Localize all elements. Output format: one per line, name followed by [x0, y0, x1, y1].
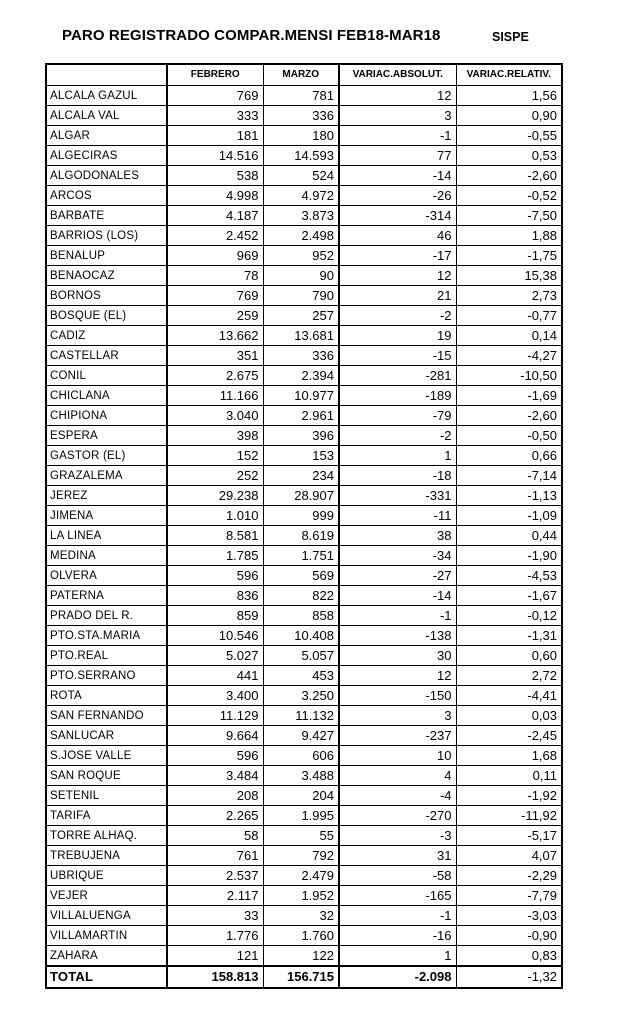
municipality-cell: SANLUCAR — [46, 726, 167, 746]
municipality-cell: SETENIL — [46, 786, 167, 806]
table-row — [46, 326, 562, 346]
municipality-cell: TREBUJENA — [46, 846, 167, 866]
febrero-cell: 252 — [167, 466, 263, 486]
municipality-cell: ALGAR — [46, 126, 167, 146]
febrero-cell: 33 — [167, 906, 263, 926]
variac-absolut-cell: 3 — [339, 706, 456, 726]
febrero-cell: 1.776 — [167, 926, 263, 946]
municipality-cell: SAN ROQUE — [46, 766, 167, 786]
marzo-cell: 1.952 — [263, 886, 339, 906]
municipality-cell: ZAHARA — [46, 946, 167, 967]
variac-relativ-cell: -2,45 — [456, 726, 562, 746]
marzo-cell: 55 — [263, 826, 339, 846]
variac-absolut-cell: -34 — [339, 546, 456, 566]
marzo-cell: 2.479 — [263, 866, 339, 886]
municipality-cell: JIMENA — [46, 506, 167, 526]
marzo-cell: 11.132 — [263, 706, 339, 726]
variac-absolut-cell: -237 — [339, 726, 456, 746]
municipality-cell: BARBATE — [46, 206, 167, 226]
municipality-cell: ALGODONALES — [46, 166, 167, 186]
marzo-cell: 14.593 — [263, 146, 339, 166]
febrero-cell: 259 — [167, 306, 263, 326]
variac-absolut-cell: -16 — [339, 926, 456, 946]
marzo-cell: 153 — [263, 446, 339, 466]
marzo-cell: 952 — [263, 246, 339, 266]
variac-absolut-cell: 38 — [339, 526, 456, 546]
variac-relativ-cell: -4,27 — [456, 346, 562, 366]
table-row — [46, 726, 562, 746]
febrero-cell: 29.238 — [167, 486, 263, 506]
variac-relativ-cell: -1,69 — [456, 386, 562, 406]
table-row — [46, 566, 562, 586]
table-row — [46, 446, 562, 466]
variac-relativ-cell: -2,60 — [456, 166, 562, 186]
marzo-cell: 1.995 — [263, 806, 339, 826]
variac-absolut-cell: -58 — [339, 866, 456, 886]
total-variac-absolut-cell: -2.098 — [339, 966, 456, 988]
table-row — [46, 766, 562, 786]
municipality-cell: BENAOCAZ — [46, 266, 167, 286]
table-row — [46, 226, 562, 246]
variac-absolut-cell: -270 — [339, 806, 456, 826]
variac-relativ-cell: -7,14 — [456, 466, 562, 486]
marzo-cell: 858 — [263, 606, 339, 626]
marzo-cell: 792 — [263, 846, 339, 866]
febrero-cell: 1.785 — [167, 546, 263, 566]
variac-absolut-cell: 30 — [339, 646, 456, 666]
table-row — [46, 246, 562, 266]
marzo-cell: 257 — [263, 306, 339, 326]
variac-relativ-cell: -0,12 — [456, 606, 562, 626]
febrero-cell: 2.117 — [167, 886, 263, 906]
table-row — [46, 586, 562, 606]
variac-absolut-cell: -14 — [339, 586, 456, 606]
table-row — [46, 346, 562, 366]
table-row — [46, 386, 562, 406]
municipality-cell: S.JOSE VALLE — [46, 746, 167, 766]
febrero-cell: 3.484 — [167, 766, 263, 786]
variac-relativ-cell: -1,09 — [456, 506, 562, 526]
marzo-cell: 234 — [263, 466, 339, 486]
febrero-cell: 14.516 — [167, 146, 263, 166]
febrero-cell: 2.452 — [167, 226, 263, 246]
variac-absolut-cell: 46 — [339, 226, 456, 246]
variac-absolut-cell: -15 — [339, 346, 456, 366]
total-municipality-cell: TOTAL — [46, 966, 167, 988]
febrero-cell: 11.129 — [167, 706, 263, 726]
municipality-cell: BORNOS — [46, 286, 167, 306]
variac-absolut-cell: 12 — [339, 86, 456, 106]
febrero-cell: 333 — [167, 106, 263, 126]
municipality-cell: GASTOR (EL) — [46, 446, 167, 466]
municipality-cell: BARRIOS (LOS) — [46, 226, 167, 246]
variac-relativ-cell: -1,13 — [456, 486, 562, 506]
municipality-cell: OLVERA — [46, 566, 167, 586]
column-header-marzo: MARZO — [263, 64, 339, 86]
variac-relativ-cell: -4,41 — [456, 686, 562, 706]
municipality-cell: ALCALA GAZUL — [46, 86, 167, 106]
municipality-cell: ROTA — [46, 686, 167, 706]
variac-relativ-cell: -0,77 — [456, 306, 562, 326]
table-header-row — [46, 64, 562, 86]
municipality-cell: PTO.STA.MARIA — [46, 626, 167, 646]
total-marzo-cell: 156.715 — [263, 966, 339, 988]
variac-relativ-cell: 0,44 — [456, 526, 562, 546]
variac-relativ-cell: 2,73 — [456, 286, 562, 306]
column-header-febrero: FEBRERO — [167, 64, 263, 86]
municipality-cell: SAN FERNANDO — [46, 706, 167, 726]
variac-relativ-cell: 1,88 — [456, 226, 562, 246]
variac-absolut-cell: -138 — [339, 626, 456, 646]
column-header-variac-absolut: VARIAC.ABSOLUT. — [339, 64, 456, 86]
municipality-cell: ALGECIRAS — [46, 146, 167, 166]
variac-relativ-cell: -2,29 — [456, 866, 562, 886]
municipality-cell: MEDINA — [46, 546, 167, 566]
febrero-cell: 152 — [167, 446, 263, 466]
febrero-cell: 769 — [167, 286, 263, 306]
variac-relativ-cell: -1,92 — [456, 786, 562, 806]
table-row — [46, 686, 562, 706]
table-row — [46, 866, 562, 886]
municipality-cell: CHICLANA — [46, 386, 167, 406]
variac-relativ-cell: -5,17 — [456, 826, 562, 846]
variac-absolut-cell: -4 — [339, 786, 456, 806]
febrero-cell: 441 — [167, 666, 263, 686]
febrero-cell: 2.265 — [167, 806, 263, 826]
variac-relativ-cell: -0,55 — [456, 126, 562, 146]
variac-absolut-cell: 10 — [339, 746, 456, 766]
marzo-cell: 13.681 — [263, 326, 339, 346]
marzo-cell: 2.394 — [263, 366, 339, 386]
marzo-cell: 396 — [263, 426, 339, 446]
table-row — [46, 466, 562, 486]
febrero-cell: 836 — [167, 586, 263, 606]
table-row — [46, 946, 562, 967]
febrero-cell: 351 — [167, 346, 263, 366]
variac-relativ-cell: -1,31 — [456, 626, 562, 646]
variac-absolut-cell: 1 — [339, 446, 456, 466]
marzo-cell: 2.961 — [263, 406, 339, 426]
marzo-cell: 336 — [263, 346, 339, 366]
marzo-cell: 606 — [263, 746, 339, 766]
table-row — [46, 366, 562, 386]
table-row — [46, 646, 562, 666]
marzo-cell: 999 — [263, 506, 339, 526]
variac-relativ-cell: -7,50 — [456, 206, 562, 226]
municipality-cell: CHIPIONA — [46, 406, 167, 426]
variac-relativ-cell: -4,53 — [456, 566, 562, 586]
febrero-cell: 769 — [167, 86, 263, 106]
variac-relativ-cell: -1,67 — [456, 586, 562, 606]
total-febrero-cell: 158.813 — [167, 966, 263, 988]
page-title: PARO REGISTRADO COMPAR.MENSI FEB18-MAR18 — [62, 27, 441, 44]
municipality-cell: TARIFA — [46, 806, 167, 826]
municipality-cell: TORRE ALHAQ. — [46, 826, 167, 846]
municipality-cell: CASTELLAR — [46, 346, 167, 366]
variac-relativ-cell: -1,90 — [456, 546, 562, 566]
table-row — [46, 406, 562, 426]
variac-absolut-cell: -79 — [339, 406, 456, 426]
marzo-cell: 180 — [263, 126, 339, 146]
table-row — [46, 126, 562, 146]
variac-relativ-cell: 0,90 — [456, 106, 562, 126]
variac-absolut-cell: -150 — [339, 686, 456, 706]
marzo-cell: 9.427 — [263, 726, 339, 746]
febrero-cell: 9.664 — [167, 726, 263, 746]
marzo-cell: 32 — [263, 906, 339, 926]
marzo-cell: 781 — [263, 86, 339, 106]
municipality-cell: ALCALA VAL — [46, 106, 167, 126]
marzo-cell: 204 — [263, 786, 339, 806]
variac-relativ-cell: 0,14 — [456, 326, 562, 346]
table-row — [46, 86, 562, 106]
variac-absolut-cell: -281 — [339, 366, 456, 386]
variac-absolut-cell: -1 — [339, 606, 456, 626]
table-row — [46, 426, 562, 446]
variac-absolut-cell: -11 — [339, 506, 456, 526]
municipality-cell: LA LINEA — [46, 526, 167, 546]
municipality-cell: BOSQUE (EL) — [46, 306, 167, 326]
table-row — [46, 146, 562, 166]
marzo-cell: 90 — [263, 266, 339, 286]
febrero-cell: 11.166 — [167, 386, 263, 406]
variac-relativ-cell: -11,92 — [456, 806, 562, 826]
febrero-cell: 398 — [167, 426, 263, 446]
marzo-cell: 3.488 — [263, 766, 339, 786]
municipality-cell: VILLALUENGA — [46, 906, 167, 926]
febrero-cell: 8.581 — [167, 526, 263, 546]
variac-absolut-cell: -17 — [339, 246, 456, 266]
variac-absolut-cell: -1 — [339, 906, 456, 926]
total-variac-relativ-cell: -1,32 — [456, 966, 562, 988]
variac-absolut-cell: 31 — [339, 846, 456, 866]
variac-absolut-cell: -314 — [339, 206, 456, 226]
marzo-cell: 336 — [263, 106, 339, 126]
table-row — [46, 206, 562, 226]
marzo-cell: 5.057 — [263, 646, 339, 666]
municipality-cell: PRADO DEL R. — [46, 606, 167, 626]
marzo-cell: 3.250 — [263, 686, 339, 706]
variac-relativ-cell: 0,53 — [456, 146, 562, 166]
total-row — [46, 966, 562, 988]
municipality-cell: GRAZALEMA — [46, 466, 167, 486]
marzo-cell: 1.751 — [263, 546, 339, 566]
marzo-cell: 3.873 — [263, 206, 339, 226]
marzo-cell: 790 — [263, 286, 339, 306]
marzo-cell: 122 — [263, 946, 339, 967]
variac-absolut-cell: 4 — [339, 766, 456, 786]
variac-absolut-cell: 3 — [339, 106, 456, 126]
table-row — [46, 186, 562, 206]
variac-absolut-cell: 12 — [339, 666, 456, 686]
variac-relativ-cell: 4,07 — [456, 846, 562, 866]
table-row — [46, 626, 562, 646]
table-row — [46, 486, 562, 506]
variac-absolut-cell: 19 — [339, 326, 456, 346]
marzo-cell: 10.408 — [263, 626, 339, 646]
variac-absolut-cell: -18 — [339, 466, 456, 486]
table-row — [46, 886, 562, 906]
table-row — [46, 306, 562, 326]
febrero-cell: 4.187 — [167, 206, 263, 226]
table-row — [46, 906, 562, 926]
variac-relativ-cell: -0,90 — [456, 926, 562, 946]
febrero-cell: 2.675 — [167, 366, 263, 386]
variac-relativ-cell: -10,50 — [456, 366, 562, 386]
table-row — [46, 846, 562, 866]
variac-relativ-cell: 1,68 — [456, 746, 562, 766]
variac-relativ-cell: 0,66 — [456, 446, 562, 466]
table-row — [46, 826, 562, 846]
variac-absolut-cell: 21 — [339, 286, 456, 306]
febrero-cell: 3.040 — [167, 406, 263, 426]
variac-relativ-cell: 1,56 — [456, 86, 562, 106]
febrero-cell: 10.546 — [167, 626, 263, 646]
table-row — [46, 106, 562, 126]
source-label: SISPE — [492, 30, 529, 44]
febrero-cell: 13.662 — [167, 326, 263, 346]
municipality-cell: JEREZ — [46, 486, 167, 506]
column-header-municipality — [46, 64, 167, 86]
variac-relativ-cell: 0,03 — [456, 706, 562, 726]
table-row — [46, 706, 562, 726]
febrero-cell: 1.010 — [167, 506, 263, 526]
table-row — [46, 506, 562, 526]
table-row — [46, 526, 562, 546]
table-row — [46, 266, 562, 286]
marzo-cell: 4.972 — [263, 186, 339, 206]
marzo-cell: 8.619 — [263, 526, 339, 546]
marzo-cell: 822 — [263, 586, 339, 606]
variac-absolut-cell: -2 — [339, 426, 456, 446]
table-row — [46, 606, 562, 626]
variac-absolut-cell: -1 — [339, 126, 456, 146]
variac-relativ-cell: -0,50 — [456, 426, 562, 446]
variac-relativ-cell: 15,38 — [456, 266, 562, 286]
variac-relativ-cell: -1,75 — [456, 246, 562, 266]
table-row — [46, 926, 562, 946]
marzo-cell: 453 — [263, 666, 339, 686]
febrero-cell: 538 — [167, 166, 263, 186]
febrero-cell: 596 — [167, 566, 263, 586]
febrero-cell: 969 — [167, 246, 263, 266]
febrero-cell: 3.400 — [167, 686, 263, 706]
febrero-cell: 58 — [167, 826, 263, 846]
marzo-cell: 28.907 — [263, 486, 339, 506]
marzo-cell: 10.977 — [263, 386, 339, 406]
table-row — [46, 806, 562, 826]
municipality-cell: BENALUP — [46, 246, 167, 266]
variac-relativ-cell: 0,60 — [456, 646, 562, 666]
municipality-cell: CONIL — [46, 366, 167, 386]
variac-relativ-cell: -0,52 — [456, 186, 562, 206]
table-row — [46, 786, 562, 806]
variac-relativ-cell: 2,72 — [456, 666, 562, 686]
variac-relativ-cell: -7,79 — [456, 886, 562, 906]
variac-relativ-cell: 0,11 — [456, 766, 562, 786]
febrero-cell: 761 — [167, 846, 263, 866]
municipality-cell: PTO.REAL — [46, 646, 167, 666]
marzo-cell: 1.760 — [263, 926, 339, 946]
municipality-cell: PTO.SERRANO — [46, 666, 167, 686]
variac-absolut-cell: -165 — [339, 886, 456, 906]
febrero-cell: 859 — [167, 606, 263, 626]
variac-relativ-cell: -2,60 — [456, 406, 562, 426]
variac-absolut-cell: 12 — [339, 266, 456, 286]
municipality-cell: ESPERA — [46, 426, 167, 446]
municipality-cell: CADIZ — [46, 326, 167, 346]
municipality-cell: ARCOS — [46, 186, 167, 206]
febrero-cell: 4.998 — [167, 186, 263, 206]
variac-absolut-cell: -331 — [339, 486, 456, 506]
table-row — [46, 666, 562, 686]
table-row — [46, 546, 562, 566]
febrero-cell: 208 — [167, 786, 263, 806]
table-row — [46, 286, 562, 306]
variac-absolut-cell: -3 — [339, 826, 456, 846]
febrero-cell: 596 — [167, 746, 263, 766]
table-row — [46, 166, 562, 186]
marzo-cell: 2.498 — [263, 226, 339, 246]
variac-absolut-cell: -189 — [339, 386, 456, 406]
variac-absolut-cell: -26 — [339, 186, 456, 206]
unemployment-table — [45, 63, 563, 989]
municipality-cell: VEJER — [46, 886, 167, 906]
variac-relativ-cell: -3,03 — [456, 906, 562, 926]
febrero-cell: 5.027 — [167, 646, 263, 666]
variac-absolut-cell: -2 — [339, 306, 456, 326]
table-row — [46, 746, 562, 766]
febrero-cell: 78 — [167, 266, 263, 286]
variac-absolut-cell: -27 — [339, 566, 456, 586]
marzo-cell: 524 — [263, 166, 339, 186]
municipality-cell: UBRIQUE — [46, 866, 167, 886]
column-header-variac-relativ: VARIAC.RELATIV. — [456, 64, 562, 86]
variac-relativ-cell: 0,83 — [456, 946, 562, 967]
variac-absolut-cell: 1 — [339, 946, 456, 967]
febrero-cell: 181 — [167, 126, 263, 146]
febrero-cell: 121 — [167, 946, 263, 967]
variac-absolut-cell: 77 — [339, 146, 456, 166]
municipality-cell: PATERNA — [46, 586, 167, 606]
marzo-cell: 569 — [263, 566, 339, 586]
febrero-cell: 2.537 — [167, 866, 263, 886]
municipality-cell: VILLAMARTIN — [46, 926, 167, 946]
variac-absolut-cell: -14 — [339, 166, 456, 186]
